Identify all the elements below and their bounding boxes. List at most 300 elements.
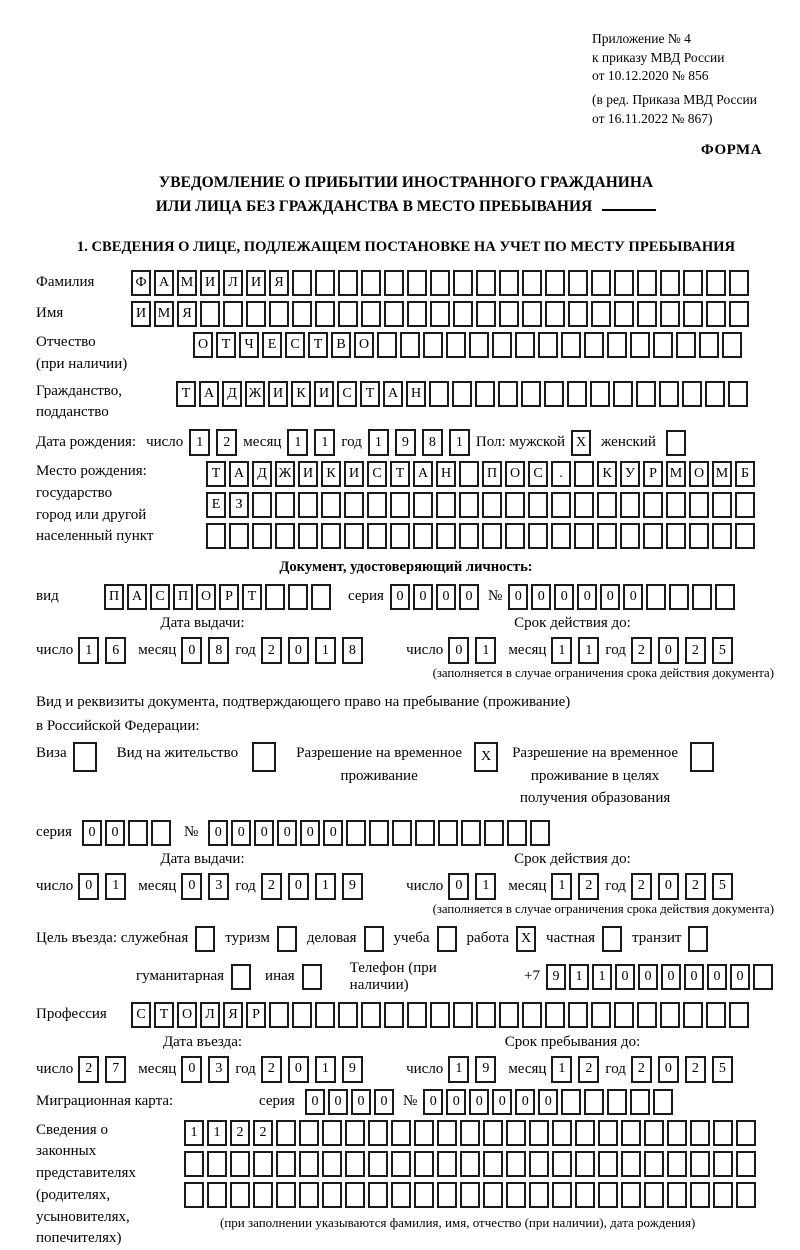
char-cell[interactable]: 1 — [105, 873, 126, 900]
char-cell[interactable]: 0 — [448, 637, 469, 664]
char-cell[interactable]: 2 — [261, 1056, 282, 1083]
char-cell[interactable] — [321, 523, 341, 549]
char-cell[interactable] — [299, 1182, 319, 1208]
char-cell[interactable]: 5 — [712, 637, 733, 664]
char-cell[interactable]: Т — [206, 461, 226, 487]
char-cell[interactable]: 0 — [600, 584, 620, 610]
char-cell[interactable] — [507, 820, 527, 846]
char-cell[interactable] — [515, 332, 535, 358]
char-cell[interactable]: Р — [219, 584, 239, 610]
char-cell[interactable]: 0 — [374, 1089, 394, 1115]
char-cell[interactable]: 1 — [368, 429, 389, 456]
char-cell[interactable]: С — [528, 461, 548, 487]
char-cell[interactable] — [529, 1120, 549, 1146]
char-cell[interactable] — [630, 332, 650, 358]
char-cell[interactable]: Т — [176, 381, 196, 407]
char-cell[interactable]: 0 — [288, 873, 309, 900]
char-cell[interactable]: 0 — [492, 1089, 512, 1115]
char-cell[interactable] — [288, 584, 308, 610]
char-cell[interactable] — [598, 1182, 618, 1208]
char-cell[interactable]: П — [104, 584, 124, 610]
char-cell[interactable] — [423, 332, 443, 358]
char-cell[interactable] — [453, 301, 473, 327]
char-cell[interactable] — [736, 1120, 756, 1146]
char-cell[interactable] — [361, 270, 381, 296]
char-cell[interactable]: 5 — [712, 873, 733, 900]
char-cell[interactable]: 2 — [685, 873, 706, 900]
char-cell[interactable] — [252, 742, 276, 772]
char-cell[interactable] — [545, 1002, 565, 1028]
char-cell[interactable] — [620, 523, 640, 549]
char-cell[interactable] — [522, 1002, 542, 1028]
char-cell[interactable] — [413, 523, 433, 549]
char-cell[interactable] — [637, 270, 657, 296]
char-cell[interactable] — [400, 332, 420, 358]
char-cell[interactable] — [384, 1002, 404, 1028]
char-cell[interactable] — [231, 964, 251, 990]
char-cell[interactable] — [459, 523, 479, 549]
char-cell[interactable]: У — [620, 461, 640, 487]
char-cell[interactable] — [361, 301, 381, 327]
char-cell[interactable]: 2 — [78, 1056, 99, 1083]
char-cell[interactable]: М — [177, 270, 197, 296]
char-cell[interactable] — [253, 1182, 273, 1208]
char-cell[interactable] — [407, 1002, 427, 1028]
char-cell[interactable] — [469, 332, 489, 358]
char-cell[interactable] — [276, 1182, 296, 1208]
char-cell[interactable]: Ж — [275, 461, 295, 487]
char-cell[interactable]: Т — [216, 332, 236, 358]
char-cell[interactable]: 0 — [413, 584, 433, 610]
char-cell[interactable] — [252, 523, 272, 549]
char-cell[interactable] — [459, 461, 479, 487]
char-cell[interactable]: Е — [206, 492, 226, 518]
char-cell[interactable] — [597, 523, 617, 549]
char-cell[interactable]: 0 — [105, 820, 125, 846]
char-cell[interactable] — [682, 381, 702, 407]
char-cell[interactable] — [292, 270, 312, 296]
char-cell[interactable] — [669, 584, 689, 610]
char-cell[interactable] — [653, 1089, 673, 1115]
char-cell[interactable] — [689, 492, 709, 518]
char-cell[interactable]: 1 — [315, 873, 336, 900]
char-cell[interactable] — [529, 1151, 549, 1177]
char-cell[interactable] — [561, 1089, 581, 1115]
char-cell[interactable]: А — [413, 461, 433, 487]
char-cell[interactable] — [476, 301, 496, 327]
char-cell[interactable] — [430, 1002, 450, 1028]
char-cell[interactable]: 0 — [658, 637, 679, 664]
char-cell[interactable]: . — [551, 461, 571, 487]
char-cell[interactable]: Н — [436, 461, 456, 487]
char-cell[interactable] — [344, 523, 364, 549]
char-cell[interactable] — [223, 301, 243, 327]
char-cell[interactable]: Т — [308, 332, 328, 358]
char-cell[interactable]: 3 — [208, 873, 229, 900]
char-cell[interactable]: 1 — [78, 637, 99, 664]
char-cell[interactable]: 1 — [315, 1056, 336, 1083]
char-cell[interactable]: 0 — [208, 820, 228, 846]
char-cell[interactable]: X — [516, 926, 536, 952]
char-cell[interactable]: И — [200, 270, 220, 296]
char-cell[interactable] — [713, 1182, 733, 1208]
char-cell[interactable]: 2 — [578, 873, 599, 900]
char-cell[interactable] — [636, 381, 656, 407]
char-cell[interactable] — [706, 301, 726, 327]
char-cell[interactable] — [728, 381, 748, 407]
char-cell[interactable] — [321, 492, 341, 518]
char-cell[interactable]: 0 — [684, 964, 704, 990]
char-cell[interactable] — [207, 1182, 227, 1208]
char-cell[interactable] — [453, 1002, 473, 1028]
char-cell[interactable] — [637, 1002, 657, 1028]
char-cell[interactable]: 2 — [253, 1120, 273, 1146]
char-cell[interactable] — [666, 430, 686, 456]
char-cell[interactable] — [390, 523, 410, 549]
char-cell[interactable] — [269, 1002, 289, 1028]
char-cell[interactable] — [437, 1120, 457, 1146]
char-cell[interactable] — [528, 523, 548, 549]
char-cell[interactable] — [621, 1120, 641, 1146]
char-cell[interactable]: О — [193, 332, 213, 358]
char-cell[interactable] — [552, 1151, 572, 1177]
char-cell[interactable]: 0 — [638, 964, 658, 990]
char-cell[interactable]: 1 — [569, 964, 589, 990]
char-cell[interactable] — [195, 926, 215, 952]
char-cell[interactable] — [551, 492, 571, 518]
char-cell[interactable]: 0 — [436, 584, 456, 610]
char-cell[interactable] — [667, 1120, 687, 1146]
char-cell[interactable]: 0 — [658, 1056, 679, 1083]
char-cell[interactable] — [368, 1182, 388, 1208]
char-cell[interactable] — [598, 1151, 618, 1177]
char-cell[interactable]: Т — [390, 461, 410, 487]
char-cell[interactable]: 0 — [288, 637, 309, 664]
char-cell[interactable]: 1 — [475, 637, 496, 664]
char-cell[interactable] — [277, 926, 297, 952]
char-cell[interactable] — [712, 523, 732, 549]
char-cell[interactable]: 0 — [231, 820, 251, 846]
char-cell[interactable] — [653, 332, 673, 358]
char-cell[interactable]: 9 — [475, 1056, 496, 1083]
char-cell[interactable]: 0 — [323, 820, 343, 846]
char-cell[interactable]: О — [689, 461, 709, 487]
char-cell[interactable] — [499, 270, 519, 296]
char-cell[interactable] — [506, 1120, 526, 1146]
char-cell[interactable] — [482, 523, 502, 549]
char-cell[interactable]: 0 — [181, 1056, 202, 1083]
char-cell[interactable]: В — [331, 332, 351, 358]
char-cell[interactable]: 0 — [531, 584, 551, 610]
char-cell[interactable] — [506, 1182, 526, 1208]
char-cell[interactable]: И — [314, 381, 334, 407]
char-cell[interactable] — [735, 523, 755, 549]
char-cell[interactable]: М — [154, 301, 174, 327]
char-cell[interactable] — [644, 1120, 664, 1146]
char-cell[interactable]: О — [196, 584, 216, 610]
char-cell[interactable]: 8 — [422, 429, 443, 456]
char-cell[interactable] — [184, 1151, 204, 1177]
char-cell[interactable] — [722, 332, 742, 358]
char-cell[interactable] — [713, 1151, 733, 1177]
char-cell[interactable]: К — [597, 461, 617, 487]
char-cell[interactable]: Т — [154, 1002, 174, 1028]
char-cell[interactable]: 2 — [631, 1056, 652, 1083]
char-cell[interactable] — [666, 492, 686, 518]
char-cell[interactable] — [621, 1182, 641, 1208]
char-cell[interactable]: 2 — [631, 873, 652, 900]
char-cell[interactable] — [269, 301, 289, 327]
char-cell[interactable]: 0 — [469, 1089, 489, 1115]
char-cell[interactable]: А — [127, 584, 147, 610]
char-cell[interactable]: 6 — [105, 637, 126, 664]
char-cell[interactable] — [644, 1182, 664, 1208]
char-cell[interactable] — [522, 270, 542, 296]
char-cell[interactable] — [407, 301, 427, 327]
char-cell[interactable] — [437, 1182, 457, 1208]
char-cell[interactable] — [660, 1002, 680, 1028]
char-cell[interactable]: 1 — [287, 429, 308, 456]
char-cell[interactable]: 9 — [395, 429, 416, 456]
char-cell[interactable]: 1 — [315, 637, 336, 664]
char-cell[interactable]: 0 — [78, 873, 99, 900]
char-cell[interactable] — [483, 1120, 503, 1146]
char-cell[interactable]: 1 — [592, 964, 612, 990]
char-cell[interactable] — [735, 492, 755, 518]
char-cell[interactable]: 2 — [685, 1056, 706, 1083]
char-cell[interactable]: Н — [406, 381, 426, 407]
char-cell[interactable] — [436, 523, 456, 549]
char-cell[interactable] — [265, 584, 285, 610]
char-cell[interactable] — [683, 270, 703, 296]
char-cell[interactable]: 0 — [515, 1089, 535, 1115]
char-cell[interactable] — [584, 332, 604, 358]
char-cell[interactable]: Л — [200, 1002, 220, 1028]
char-cell[interactable] — [538, 332, 558, 358]
char-cell[interactable] — [292, 301, 312, 327]
char-cell[interactable]: 0 — [423, 1089, 443, 1115]
char-cell[interactable] — [575, 1151, 595, 1177]
char-cell[interactable]: 0 — [661, 964, 681, 990]
char-cell[interactable] — [299, 1120, 319, 1146]
char-cell[interactable] — [660, 301, 680, 327]
char-cell[interactable]: Я — [177, 301, 197, 327]
char-cell[interactable]: 1 — [551, 1056, 572, 1083]
char-cell[interactable] — [345, 1120, 365, 1146]
char-cell[interactable] — [276, 1120, 296, 1146]
char-cell[interactable]: 0 — [554, 584, 574, 610]
char-cell[interactable] — [391, 1151, 411, 1177]
char-cell[interactable] — [437, 926, 457, 952]
char-cell[interactable]: А — [383, 381, 403, 407]
char-cell[interactable]: А — [199, 381, 219, 407]
char-cell[interactable]: А — [229, 461, 249, 487]
char-cell[interactable] — [368, 1120, 388, 1146]
char-cell[interactable] — [229, 523, 249, 549]
char-cell[interactable] — [414, 1120, 434, 1146]
char-cell[interactable]: О — [354, 332, 374, 358]
char-cell[interactable] — [568, 301, 588, 327]
char-cell[interactable] — [377, 332, 397, 358]
char-cell[interactable] — [73, 742, 97, 772]
char-cell[interactable] — [521, 381, 541, 407]
char-cell[interactable] — [574, 523, 594, 549]
char-cell[interactable] — [646, 584, 666, 610]
char-cell[interactable]: 0 — [623, 584, 643, 610]
char-cell[interactable] — [621, 1151, 641, 1177]
char-cell[interactable] — [384, 301, 404, 327]
char-cell[interactable] — [346, 820, 366, 846]
char-cell[interactable] — [252, 492, 272, 518]
char-cell[interactable] — [575, 1182, 595, 1208]
char-cell[interactable] — [690, 1151, 710, 1177]
char-cell[interactable]: И — [131, 301, 151, 327]
char-cell[interactable] — [551, 523, 571, 549]
char-cell[interactable]: Я — [223, 1002, 243, 1028]
char-cell[interactable] — [614, 301, 634, 327]
char-cell[interactable] — [667, 1151, 687, 1177]
char-cell[interactable] — [292, 1002, 312, 1028]
char-cell[interactable] — [590, 381, 610, 407]
char-cell[interactable] — [607, 1089, 627, 1115]
char-cell[interactable]: 0 — [82, 820, 102, 846]
char-cell[interactable] — [460, 1182, 480, 1208]
char-cell[interactable] — [614, 270, 634, 296]
char-cell[interactable] — [544, 381, 564, 407]
char-cell[interactable]: 2 — [216, 429, 237, 456]
char-cell[interactable] — [430, 301, 450, 327]
char-cell[interactable] — [607, 332, 627, 358]
char-cell[interactable]: 8 — [208, 637, 229, 664]
char-cell[interactable]: 9 — [342, 1056, 363, 1083]
char-cell[interactable]: Е — [262, 332, 282, 358]
char-cell[interactable]: 0 — [300, 820, 320, 846]
char-cell[interactable] — [713, 1120, 733, 1146]
char-cell[interactable]: 2 — [685, 637, 706, 664]
char-cell[interactable] — [338, 301, 358, 327]
char-cell[interactable]: П — [173, 584, 193, 610]
char-cell[interactable]: 1 — [578, 637, 599, 664]
char-cell[interactable] — [729, 301, 749, 327]
char-cell[interactable]: 2 — [631, 637, 652, 664]
char-cell[interactable] — [206, 523, 226, 549]
char-cell[interactable] — [736, 1151, 756, 1177]
char-cell[interactable] — [276, 1151, 296, 1177]
char-cell[interactable]: З — [229, 492, 249, 518]
char-cell[interactable] — [614, 1002, 634, 1028]
char-cell[interactable] — [414, 1182, 434, 1208]
char-cell[interactable]: 9 — [546, 964, 566, 990]
char-cell[interactable] — [706, 270, 726, 296]
char-cell[interactable] — [552, 1182, 572, 1208]
char-cell[interactable] — [344, 492, 364, 518]
char-cell[interactable]: Ж — [245, 381, 265, 407]
char-cell[interactable]: 0 — [538, 1089, 558, 1115]
char-cell[interactable] — [568, 270, 588, 296]
char-cell[interactable] — [753, 964, 773, 990]
char-cell[interactable]: 0 — [459, 584, 479, 610]
char-cell[interactable] — [128, 820, 148, 846]
char-cell[interactable]: 9 — [342, 873, 363, 900]
char-cell[interactable] — [688, 926, 708, 952]
char-cell[interactable] — [367, 492, 387, 518]
char-cell[interactable] — [322, 1120, 342, 1146]
char-cell[interactable]: О — [177, 1002, 197, 1028]
char-cell[interactable] — [676, 332, 696, 358]
char-cell[interactable] — [602, 926, 622, 952]
char-cell[interactable]: П — [482, 461, 502, 487]
char-cell[interactable] — [484, 820, 504, 846]
char-cell[interactable]: О — [505, 461, 525, 487]
char-cell[interactable]: 0 — [351, 1089, 371, 1115]
char-cell[interactable] — [338, 1002, 358, 1028]
char-cell[interactable] — [436, 492, 456, 518]
char-cell[interactable] — [591, 1002, 611, 1028]
char-cell[interactable] — [620, 492, 640, 518]
char-cell[interactable] — [361, 1002, 381, 1028]
char-cell[interactable] — [391, 1120, 411, 1146]
char-cell[interactable]: М — [712, 461, 732, 487]
char-cell[interactable] — [591, 301, 611, 327]
char-cell[interactable] — [705, 381, 725, 407]
char-cell[interactable]: Т — [360, 381, 380, 407]
char-cell[interactable]: Д — [222, 381, 242, 407]
char-cell[interactable] — [666, 523, 686, 549]
char-cell[interactable] — [482, 492, 502, 518]
char-cell[interactable] — [528, 492, 548, 518]
char-cell[interactable] — [367, 523, 387, 549]
char-cell[interactable] — [715, 584, 735, 610]
char-cell[interactable]: X — [571, 430, 591, 456]
char-cell[interactable] — [315, 1002, 335, 1028]
char-cell[interactable] — [643, 523, 663, 549]
char-cell[interactable] — [574, 492, 594, 518]
char-cell[interactable]: С — [285, 332, 305, 358]
char-cell[interactable]: 1 — [207, 1120, 227, 1146]
char-cell[interactable] — [529, 1182, 549, 1208]
char-cell[interactable] — [384, 270, 404, 296]
char-cell[interactable] — [597, 492, 617, 518]
char-cell[interactable] — [706, 1002, 726, 1028]
char-cell[interactable]: Ф — [131, 270, 151, 296]
char-cell[interactable]: X — [474, 742, 498, 772]
char-cell[interactable] — [200, 301, 220, 327]
char-cell[interactable] — [437, 1151, 457, 1177]
char-cell[interactable] — [690, 742, 714, 772]
char-cell[interactable]: К — [291, 381, 311, 407]
char-cell[interactable] — [498, 381, 518, 407]
char-cell[interactable]: 0 — [390, 584, 410, 610]
char-cell[interactable] — [476, 1002, 496, 1028]
char-cell[interactable] — [151, 820, 171, 846]
char-cell[interactable]: 0 — [305, 1089, 325, 1115]
char-cell[interactable] — [729, 270, 749, 296]
char-cell[interactable] — [302, 964, 322, 990]
char-cell[interactable] — [545, 270, 565, 296]
char-cell[interactable]: 0 — [446, 1089, 466, 1115]
char-cell[interactable] — [452, 381, 472, 407]
char-cell[interactable] — [692, 584, 712, 610]
char-cell[interactable]: И — [298, 461, 318, 487]
char-cell[interactable] — [575, 1120, 595, 1146]
char-cell[interactable] — [659, 381, 679, 407]
char-cell[interactable] — [311, 584, 331, 610]
char-cell[interactable] — [660, 270, 680, 296]
char-cell[interactable] — [552, 1120, 572, 1146]
char-cell[interactable] — [699, 332, 719, 358]
char-cell[interactable] — [246, 301, 266, 327]
char-cell[interactable] — [591, 270, 611, 296]
